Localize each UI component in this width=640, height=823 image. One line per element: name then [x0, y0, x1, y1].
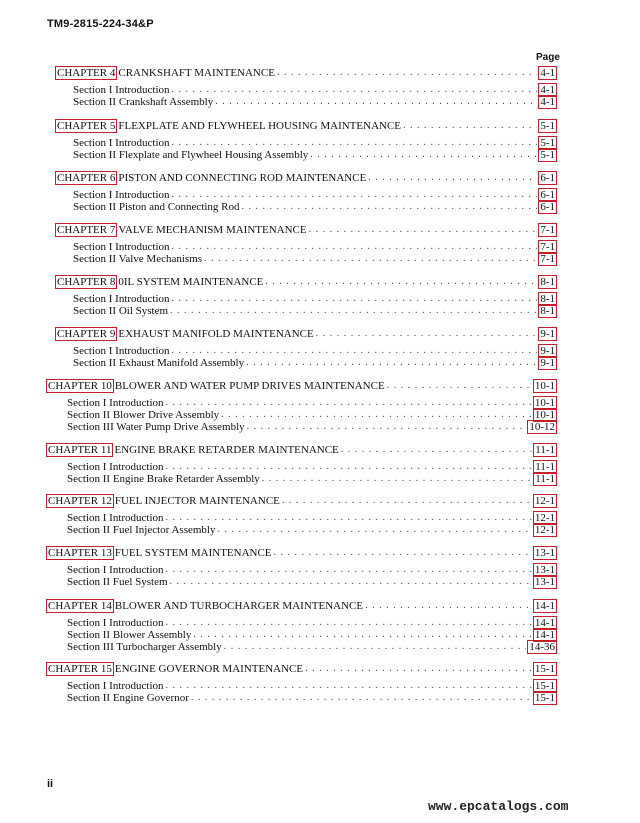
dot-leader: [217, 524, 531, 535]
chapter-row[interactable]: [47, 599, 556, 612]
chapter-title: CRANKSHAFT MAINTENANCE: [118, 66, 275, 79]
section-label: Section I Introduction: [73, 136, 170, 149]
chapter-title: FLEXPLATE AND FLYWHEEL HOUSING MAINTENANCE: [118, 119, 402, 132]
section-row[interactable]: [67, 691, 556, 704]
section-page-link[interactable]: 8-1: [540, 304, 555, 317]
section-label: Section I Introduction: [67, 616, 164, 629]
dot-leader: [277, 67, 537, 78]
chapter-page-link[interactable]: 7-1: [540, 223, 555, 236]
section-page-link[interactable]: 14-1: [534, 616, 555, 629]
chapter-row[interactable]: [47, 379, 556, 392]
section-page-link[interactable]: 12-1: [534, 523, 555, 536]
section-label: Section II Engine Governor: [67, 691, 189, 704]
section-page-link[interactable]: 10-1: [534, 408, 555, 421]
dot-leader: [166, 461, 533, 472]
section-row[interactable]: [73, 252, 556, 265]
section-page-link[interactable]: 9-1: [540, 344, 555, 357]
chapter-page-link[interactable]: 9-1: [540, 327, 555, 340]
section-page-link[interactable]: 12-1: [534, 511, 555, 524]
section-page-link[interactable]: 5-1: [540, 136, 555, 149]
chapter-row[interactable]: [47, 546, 556, 559]
section-row[interactable]: [67, 472, 556, 485]
section-page-link[interactable]: 11-1: [535, 460, 555, 473]
chapter-row[interactable]: [56, 171, 556, 184]
section-page-link[interactable]: 6-1: [540, 188, 555, 201]
section-label: Section II Exhaust Manifold Assembly: [73, 356, 245, 369]
chapter-title: BLOWER AND TURBOCHARGER MAINTENANCE: [114, 599, 364, 612]
chapter-title: BLOWER AND WATER PUMP DRIVES MAINTENANCE: [114, 379, 385, 392]
chapter-row[interactable]: [56, 66, 556, 79]
section-row[interactable]: [67, 523, 556, 536]
dot-leader: [193, 629, 531, 640]
section-label: Section II Blower Assembly: [67, 628, 192, 641]
chapter-title: FUEL SYSTEM MAINTENANCE: [114, 546, 272, 559]
chapter-title: PISTON AND CONNECTING ROD MAINTENANCE: [118, 171, 367, 184]
dot-leader: [341, 444, 532, 455]
section-label: Section I Introduction: [73, 240, 170, 253]
dot-leader: [215, 96, 537, 107]
dot-leader: [265, 276, 537, 287]
chapter-row[interactable]: [56, 327, 556, 340]
dot-leader: [365, 600, 532, 611]
dot-leader: [316, 328, 538, 339]
page-column-label: Page: [536, 52, 560, 63]
dot-leader: [172, 345, 538, 356]
chapter-title: FUEL INJECTOR MAINTENANCE: [114, 494, 280, 507]
section-row[interactable]: [67, 640, 556, 653]
section-row[interactable]: [73, 148, 556, 161]
section-label: Section II Flexplate and Flywheel Housing Assembly: [73, 148, 309, 161]
page-number: ii: [47, 778, 54, 790]
section-row[interactable]: [73, 200, 556, 213]
dot-leader: [172, 293, 538, 304]
chapter-row[interactable]: [47, 662, 556, 675]
dot-leader: [172, 189, 538, 200]
dot-leader: [166, 564, 532, 575]
section-page-link[interactable]: 15-1: [534, 691, 555, 704]
chapter-page-link[interactable]: 14-1: [534, 599, 555, 612]
section-page-link[interactable]: 7-1: [540, 240, 555, 253]
section-page-link[interactable]: 14-1: [534, 628, 555, 641]
section-label: Section I Introduction: [67, 563, 164, 576]
dot-leader: [172, 241, 538, 252]
section-row[interactable]: [73, 95, 556, 108]
chapter-link[interactable]: CHAPTER 13: [48, 546, 112, 559]
chapter-link[interactable]: CHAPTER 4: [57, 66, 116, 79]
dot-leader: [309, 224, 538, 235]
dot-leader: [204, 253, 537, 264]
dot-leader: [242, 201, 538, 212]
chapter-page-link[interactable]: 11-1: [535, 443, 555, 456]
chapter-title: ENGINE GOVERNOR MAINTENANCE: [114, 662, 304, 675]
section-label: Section I Introduction: [67, 460, 164, 473]
section-page-link[interactable]: 13-1: [534, 563, 555, 576]
chapter-page-link[interactable]: 15-1: [534, 662, 555, 675]
section-label: Section I Introduction: [67, 679, 164, 692]
dot-leader: [170, 576, 532, 587]
chapter-link[interactable]: CHAPTER 12: [48, 494, 112, 507]
section-label: Section II Piston and Connecting Rod: [73, 200, 240, 213]
section-label: Section II Oil System: [73, 304, 169, 317]
section-label: Section I Introduction: [73, 83, 170, 96]
section-page-link[interactable]: 6-1: [540, 200, 555, 213]
chapter-link[interactable]: CHAPTER 7: [57, 223, 116, 236]
dot-leader: [247, 421, 527, 432]
dot-leader: [221, 409, 532, 420]
section-page-link[interactable]: 8-1: [540, 292, 555, 305]
dot-leader: [274, 547, 532, 558]
section-label: Section II Valve Mechanisms: [73, 252, 203, 265]
section-row[interactable]: [67, 420, 556, 433]
chapter-page-link[interactable]: 5-1: [540, 119, 555, 132]
section-page-link[interactable]: 9-1: [540, 356, 555, 369]
section-row[interactable]: [73, 304, 556, 317]
dot-leader: [172, 84, 538, 95]
section-page-link[interactable]: 13-1: [534, 575, 555, 588]
chapter-row[interactable]: [47, 443, 556, 456]
chapter-link[interactable]: CHAPTER 14: [48, 599, 112, 612]
dot-leader: [310, 149, 537, 160]
chapter-row[interactable]: [47, 494, 556, 507]
watermark-text: www.epcatalogs.com: [428, 799, 569, 814]
dot-leader: [166, 512, 532, 523]
dot-leader: [224, 641, 527, 652]
chapter-page-link[interactable]: 12-1: [534, 494, 555, 507]
chapter-page-link[interactable]: 13-1: [534, 546, 555, 559]
section-page-link[interactable]: 4-1: [540, 83, 555, 96]
chapter-title: 0IL SYSTEM MAINTENANCE: [118, 275, 264, 288]
chapter-link[interactable]: CHAPTER 9: [57, 327, 116, 340]
chapter-title: EXHAUST MANIFOLD MAINTENANCE: [118, 327, 314, 340]
chapter-page-link[interactable]: 8-1: [540, 275, 555, 288]
section-page-link[interactable]: 4-1: [540, 95, 555, 108]
section-page-link[interactable]: 5-1: [540, 148, 555, 161]
chapter-page-link[interactable]: 4-1: [540, 66, 555, 79]
section-page-link[interactable]: 14-36: [529, 640, 555, 653]
section-label: Section II Fuel System: [67, 575, 168, 588]
chapter-link[interactable]: CHAPTER 8: [57, 275, 116, 288]
section-page-link[interactable]: 11-1: [535, 472, 555, 485]
dot-leader: [282, 495, 532, 506]
dot-leader: [262, 473, 532, 484]
chapter-page-link[interactable]: 10-1: [534, 379, 555, 392]
dot-leader: [387, 380, 532, 391]
section-label: Section II Blower Drive Assembly: [67, 408, 220, 421]
dot-leader: [191, 692, 532, 703]
section-page-link[interactable]: 7-1: [540, 252, 555, 265]
section-row[interactable]: [67, 575, 556, 588]
section-label: Section II Crankshaft Assembly: [73, 95, 214, 108]
section-label: Section III Water Pump Drive Assembly: [67, 420, 245, 433]
section-label: Section II Engine Brake Retarder Assembly: [67, 472, 260, 485]
chapter-title: VALVE MECHANISM MAINTENANCE: [118, 223, 307, 236]
section-label: Section I Introduction: [73, 344, 170, 357]
section-label: Section I Introduction: [67, 396, 164, 409]
chapter-link[interactable]: CHAPTER 6: [57, 171, 116, 184]
chapter-row[interactable]: [56, 119, 556, 132]
document-id: TM9-2815-224-34&P: [47, 18, 154, 30]
section-label: Section II Fuel Injector Assembly: [67, 523, 216, 536]
section-label: Section I Introduction: [67, 511, 164, 524]
chapter-row[interactable]: [56, 275, 556, 288]
dot-leader: [305, 663, 532, 674]
chapter-title: ENGINE BRAKE RETARDER MAINTENANCE: [114, 443, 339, 456]
chapter-link[interactable]: CHAPTER 11: [48, 443, 112, 456]
dot-leader: [368, 172, 537, 183]
section-row[interactable]: [73, 356, 556, 369]
chapter-link[interactable]: CHAPTER 5: [57, 119, 116, 132]
dot-leader: [403, 120, 537, 131]
chapter-link[interactable]: CHAPTER 10: [48, 379, 112, 392]
dot-leader: [246, 357, 537, 368]
section-page-link[interactable]: 15-1: [534, 679, 555, 692]
dot-leader: [166, 617, 532, 628]
section-page-link[interactable]: 10-12: [529, 420, 555, 433]
dot-leader: [166, 680, 532, 691]
section-label: Section III Turbocharger Assembly: [67, 640, 222, 653]
dot-leader: [170, 305, 537, 316]
chapter-link[interactable]: CHAPTER 15: [48, 662, 112, 675]
chapter-row[interactable]: [56, 223, 556, 236]
dot-leader: [166, 397, 532, 408]
section-page-link[interactable]: 10-1: [534, 396, 555, 409]
section-label: Section I Introduction: [73, 188, 170, 201]
chapter-page-link[interactable]: 6-1: [540, 171, 555, 184]
dot-leader: [172, 137, 538, 148]
section-label: Section I Introduction: [73, 292, 170, 305]
